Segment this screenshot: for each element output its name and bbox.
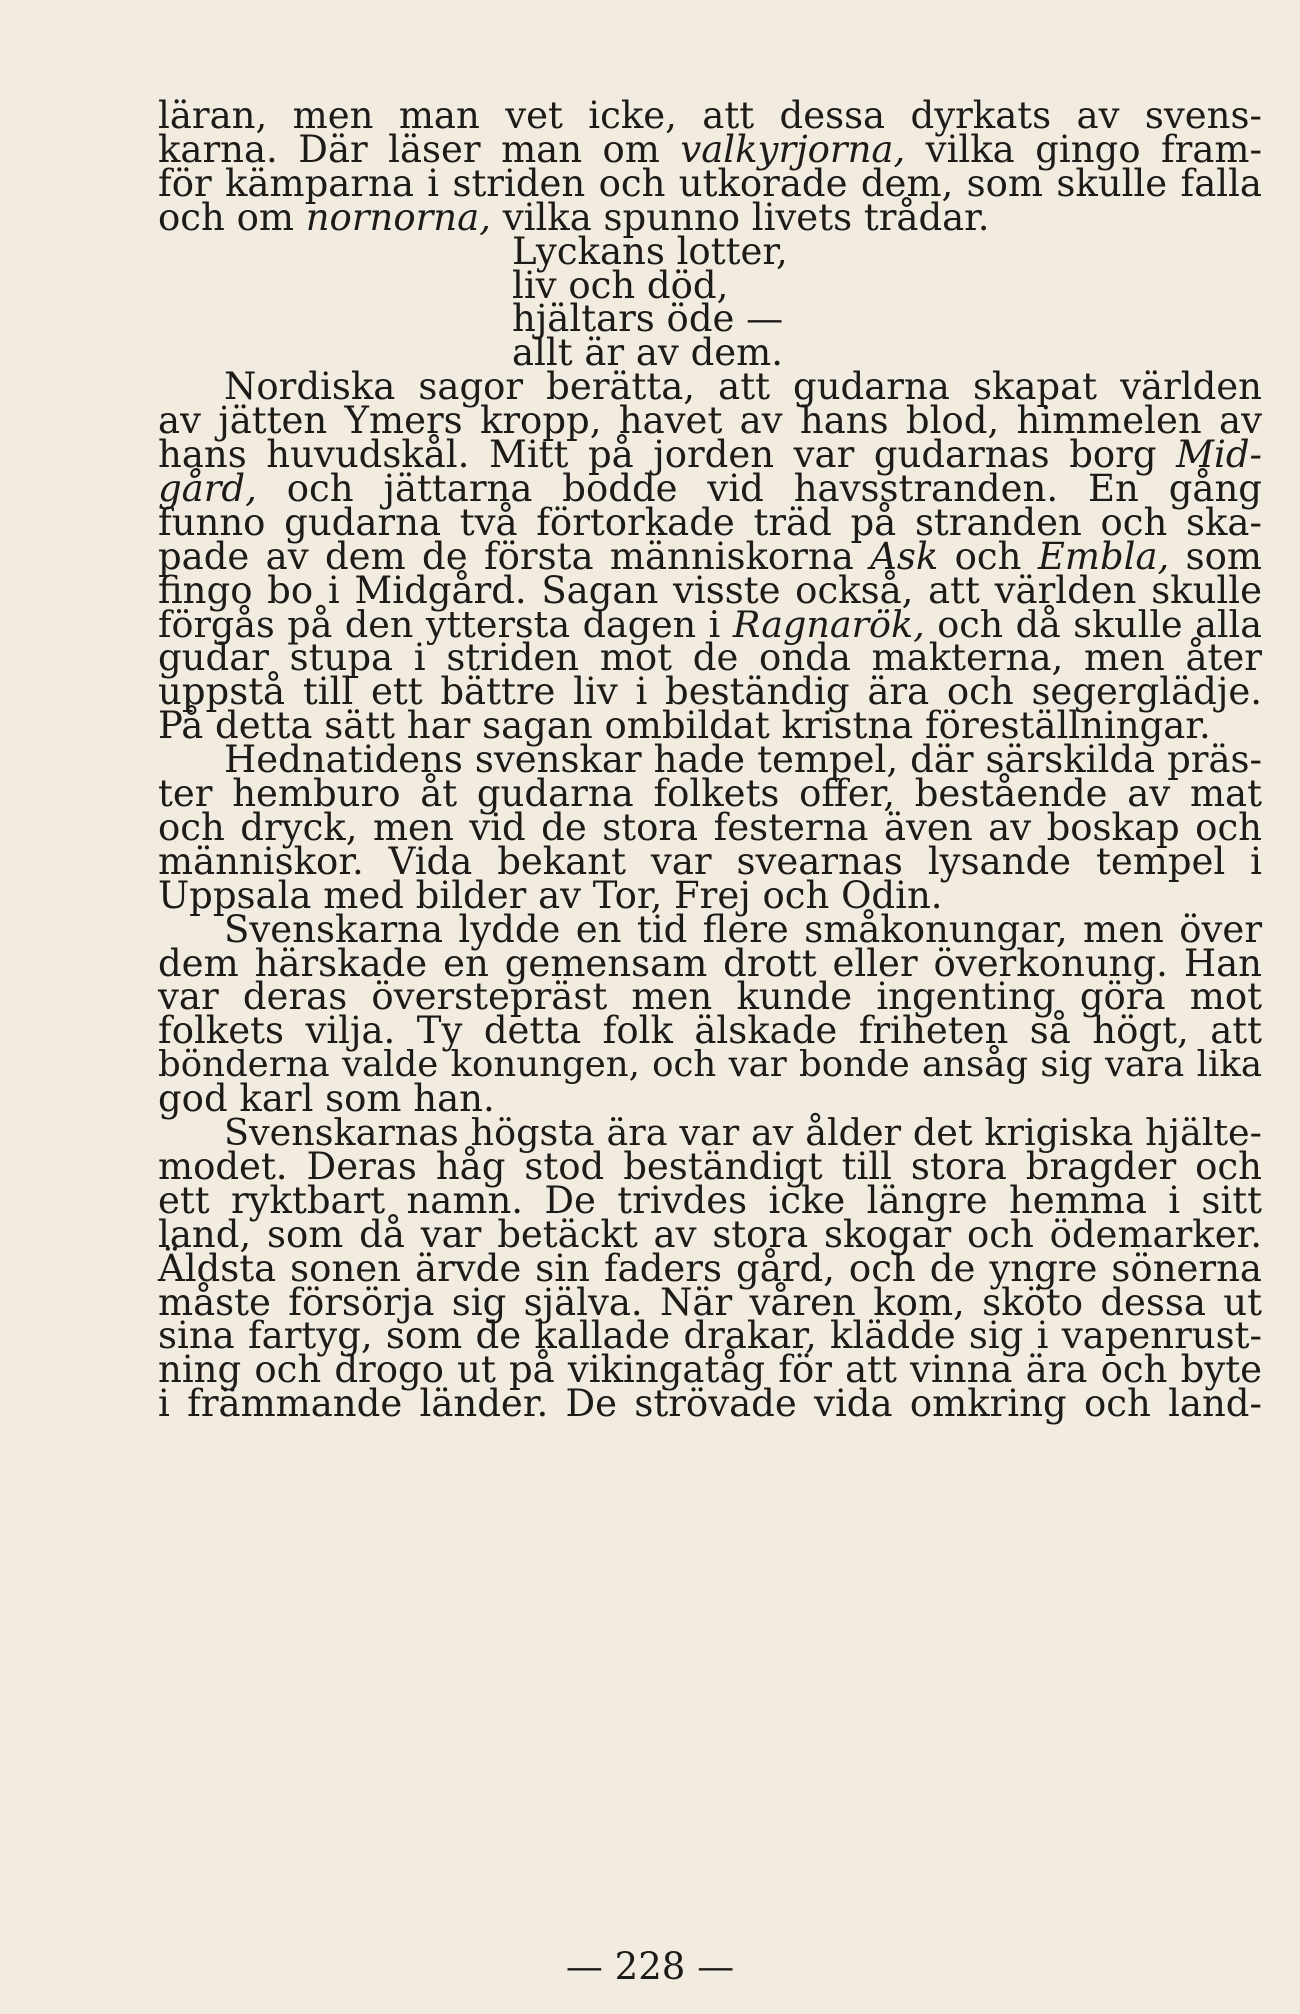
text-run: ter hemburo åt gudarna folkets offer, bestående av mat (158, 772, 1262, 815)
text-run: dem härskade en gemensam drott eller överkonung. Han (158, 941, 1262, 985)
text-line (158, 1382, 1262, 1426)
italic-term: nornorna, (305, 195, 491, 239)
text-run: och (938, 534, 1038, 578)
text-run: funno gudarna två förtorkade träd på stranden och ska- (158, 500, 1262, 544)
text-run: i främmande länder. De strövade vida omkring och land- (158, 1382, 1262, 1426)
text-run: vilka spunno livets trådar. (490, 195, 990, 239)
text-run: var deras överstepräst men kunde ingenting göra mot (158, 975, 1262, 1019)
text-run: Svenskarna lydde en tid flere småkonungar, men över (224, 907, 1262, 951)
text-run: och jättarna bodde vid havsstranden. En gång (256, 466, 1262, 510)
text-run: måste försörja sig själva. När våren kom, sköto dessa ut (158, 1280, 1262, 1324)
text-run: karna. Där läser man om (158, 127, 681, 171)
text-run: allt är av dem. (512, 331, 784, 375)
italic-term: Ask (870, 534, 939, 578)
text-run: liv och död, (512, 263, 729, 307)
text-run: läran, men man vet icke, att dessa dyrkats av svens- (158, 94, 1262, 137)
text-run: land, som då var betäckt av stora skogar och ödemarker. (158, 1212, 1262, 1256)
text-run: pade av dem de första människorna (158, 534, 871, 578)
text-run: Lyckans lotter, (512, 229, 788, 273)
text-run: och om (158, 195, 306, 239)
text-run: god karl som han. (158, 1077, 495, 1121)
italic-term: gård, (158, 466, 257, 510)
text-run: gudar stupa i striden mot de onda makterna, men åter (158, 636, 1262, 680)
text-run: modet. Deras håg stod beständigt till stora bragder och (158, 1144, 1262, 1188)
text-run: människor. Vida bekant var svearnas lysande tempel i (158, 839, 1262, 883)
text-run: bönderna valde konungen, och var bonde ansåg sig vara lika (158, 1044, 1262, 1086)
text-run: Uppsala med bilder av Tor, Frej och Odin. (158, 873, 943, 917)
text-run: ett ryktbart namn. De trivdes icke längre hemma i sitt (158, 1178, 1262, 1222)
text-run: av jätten Ymers kropp, havet av hans blod, himmelen av (158, 399, 1262, 443)
text-run: för kämparna i striden och utkorade dem, som skulle falla (158, 161, 1262, 205)
italic-term: Ragnarök, (732, 602, 925, 646)
text-run: och då skulle alla (924, 602, 1262, 646)
text-run: som (1169, 534, 1262, 578)
text-run: uppstå till ett bättre liv i beständig ära och segerglädje. (158, 670, 1262, 714)
text-run: hans huvudskål. Mitt på jorden var gudarnas borg (158, 433, 1177, 476)
text-run: På detta sätt har sagan ombildat kristna föreställningar. (158, 704, 1211, 748)
text-run: sina fartyg, som de kallade drakar, klädde sig i vapenrust- (158, 1314, 1262, 1358)
text-run: Hednatidens svenskar hade tempel, där särskilda präs- (224, 738, 1262, 782)
text-run: förgås på den yttersta dagen i (158, 602, 733, 646)
page-number: — 228 — (565, 1945, 735, 1988)
text-run: Äldsta sonen ärvde sin faders gård, och de yngre sönerna (158, 1246, 1262, 1290)
text-run: hjältars öde — (512, 297, 784, 341)
italic-term: valkyrjorna, (680, 127, 906, 171)
text-run: folkets vilja. Ty detta folk älskade friheten så högt, att (158, 1009, 1262, 1053)
text-run: Svenskarnas högsta ära var av ålder det krigiska hjälte- (224, 1111, 1262, 1154)
text-run: ning och drogo ut på vikingatåg för att vinna ära och byte (158, 1348, 1262, 1392)
text-run: vilka gingo fram- (905, 127, 1262, 171)
italic-term: Embla, (1037, 534, 1170, 578)
text-run: fingo bo i Midgård. Sagan visste också, att världen skulle (158, 568, 1262, 612)
text-run: och dryck, men vid de stora festerna även av boskap och (158, 805, 1262, 849)
italic-term: Mid- (1176, 433, 1262, 476)
text-run: Nordiska sagor berätta, att gudarna skapat världen (224, 365, 1262, 409)
